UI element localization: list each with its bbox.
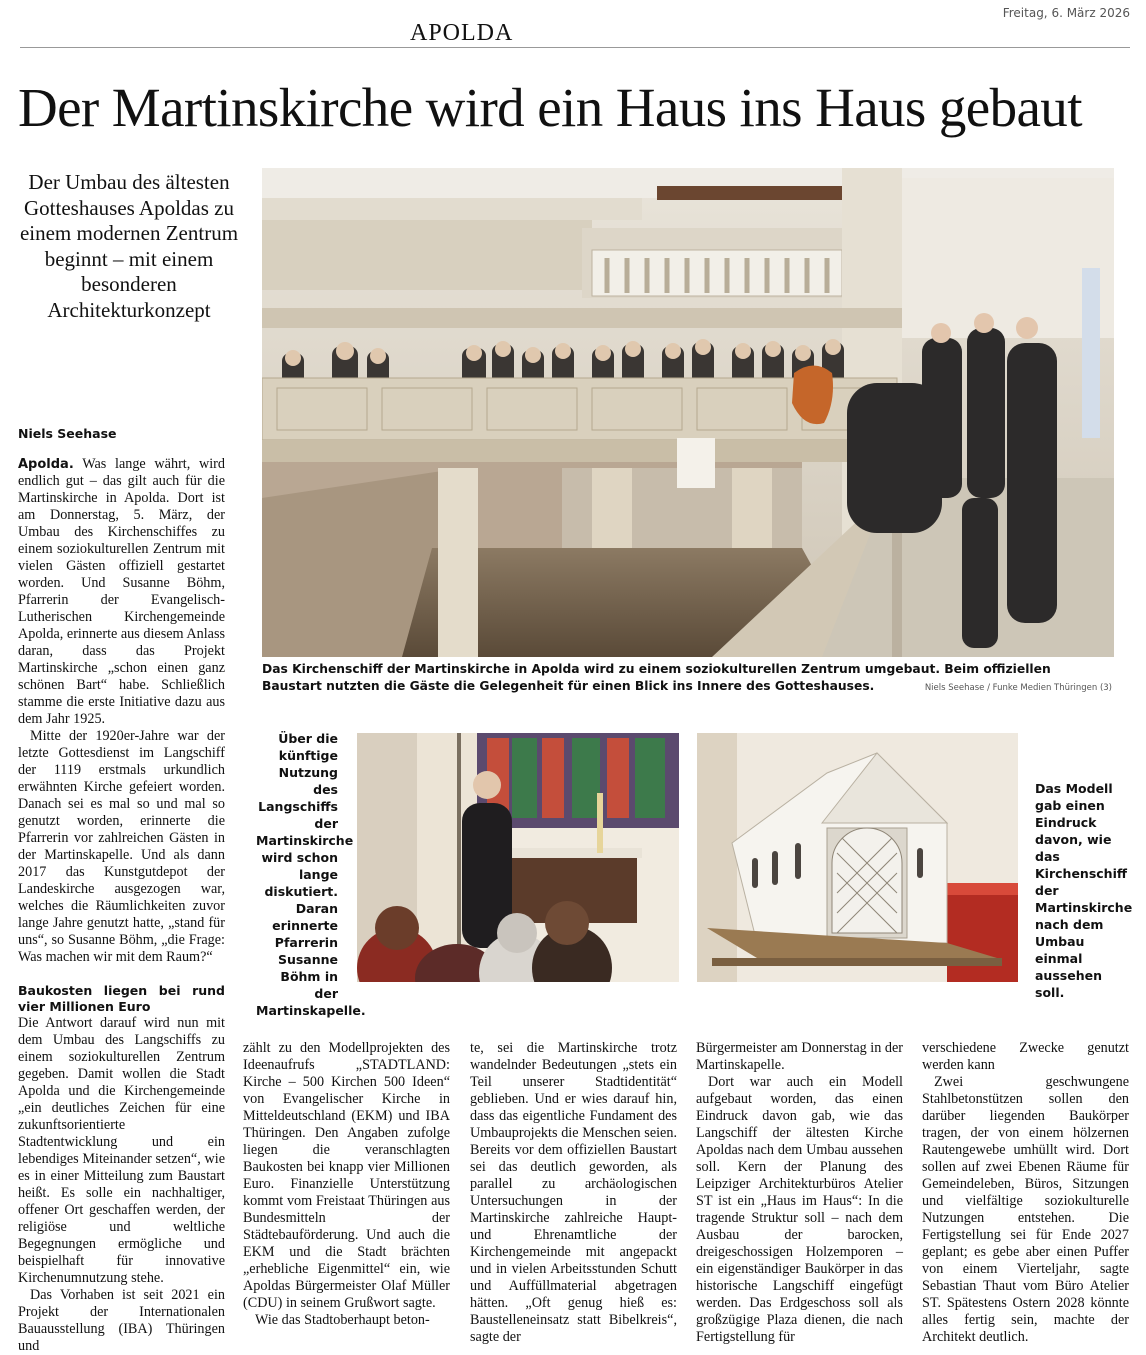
body-column-1 (18, 456, 225, 1355)
body-paragraph: Bürgermeister am Donnerstag in der Martinskapelle. (696, 1040, 903, 1073)
body-paragraph: Die Antwort darauf wird nun mit dem Umbau des Langschiffs zu einem soziokulturellen Zentrum gegeben. Damit wollen die Stadt Apolda und die Kirchengemeinde „ein deutliches Zeichen für eine zukunftsorientierte Stadtentwicklung und ein lebendiges Miteinander setzen“, wie es in einer Mitteilung zum Baustart heißt. Es solle ein nachhaltiger, offener Ort geschaffen werden, der religiöse und weltliche Begegnungen ermögliche und beispielhaft für innovative Kirchenumnutzung stehe. (18, 1015, 225, 1286)
church-interior-illustration (262, 168, 1114, 657)
pastor-speaking-illustration (357, 733, 679, 982)
teaser: Der Umbau des ältesten Gotteshauses Apoldas zu einem modernen Zentrum beginnt – mit einem besonderen Architekturkonzept (19, 170, 239, 322)
body-paragraph: Das Vorhaben ist seit 2021 ein Projekt der Internationalen Bauausstellung (IBA) Thüringen und (18, 1287, 225, 1354)
photo-credit: Niels Seehase / Funke Medien Thüringen (3) (924, 683, 1112, 693)
issue-date: Freitag, 6. März 2026 (1002, 6, 1130, 20)
body-paragraph: zählt zu den Modellprojekten des Ideenaufrufs „STADTLAND: Kirche – 500 Kirchen 500 Ideen“ von Evangelischer Kirche in Mitteldeutschland (EKM) und IBA Thüringen. Den Angaben zufolge liegen die veranschlagten Baukosten bei knapp vier Millionen Euro. Finanzielle Unterstützung kommt vom Freistaat Thüringen aus Bundesmitteln der Städtebauförderung. Und auch die EKM und die Stadt brächten „erhebliche Eigenmittel“ ein, wie Apoldas Bürgermeister Olaf Müller (CDU) in seinem Grußwort sagte. (243, 1040, 450, 1311)
section-label: APOLDA (410, 20, 514, 46)
pastor-photo (357, 733, 679, 982)
main-photo-caption: Das Kirchenschiff der Martinskirche in Apolda wird zu einem soziokulturellen Zentrum umgebaut. Beim offiziellen Baustart nutzten die Gäste die Gelegenheit für einen Blick ins Innere des Gotteshauses. (262, 662, 1051, 693)
headline: Der Martinskirche wird ein Haus ins Haus gebaut (18, 77, 1082, 138)
church-model-illustration (697, 733, 1018, 982)
author-byline: Niels Seehase (18, 426, 117, 441)
left-photo-caption: Über die künftige Nutzung des Langschiffs der Martinskirche wird schon lange diskutiert. Daran erinnerte Pfarrerin Susanne Böhm in der Martinskapelle. (256, 731, 366, 1018)
main-photo (262, 168, 1114, 657)
body-paragraph (18, 456, 225, 728)
body-text: Was lange währt, wird endlich gut – das gilt auch für die Martinskirche in Apolda. Dort ist am Donnerstag, 5. März, der Umbau des Kirchenschiffes zu einem soziokulturellen Zentrum mit vielen Gästen offiziell gestartet worden. Und Susanne Böhm, Pfarrerin der Evangelisch-Lutherischen Kirchengemeinde Apolda, erinnerte aus diesem Anlass daran, dass das Projekt Martinskirche „schon einen ganz schönen Bart“ habe. Schließlich stamme die erste Initiative dazu aus dem Jahr 1925. (18, 456, 225, 727)
header-rule (20, 47, 1130, 48)
body-paragraph: verschiedene Zwecke genutzt werden kann (922, 1040, 1129, 1073)
model-photo (697, 733, 1018, 982)
body-column-3 (470, 1040, 677, 1346)
subheading: Baukosten liegen bei rund vier Millionen Euro (18, 983, 225, 1014)
body-column-2 (243, 1040, 450, 1329)
body-column-5 (922, 1040, 1129, 1346)
right-photo-caption: Das Modell gab einen Eindruck davon, wie das Kirchenschiff der Martinskirche nach dem Umbau einmal aussehen soll. (1035, 781, 1133, 1000)
body-paragraph: Dort war auch ein Modell aufgebaut worden, das einen Eindruck davon gab, wie das Langschiff der ältesten Kirche Apoldas nach dem Umbau aussehen soll. Kern der Planung des Leipziger Architekturbüros Atelier ST ist ein „Haus im Haus“: In die tragende Struktur soll – nach dem Ausbau der barocken, dreigeschossigen Holzemporen – ein eigenständiger Baukörper in das historische Langschiff eingefügt werden. Das Erdgeschoss soll als großzügige Plaza dienen, die nach Fertigstellung für (696, 1074, 903, 1345)
body-paragraph: te, sei die Martinskirche trotz wandelnder Bedeutungen „stets ein Teil unserer Stadtidentität“ geblieben. Und er wies darauf hin, dass das eigentliche Fundament des Umbauprojekts die Menschen seien. Bereits vor dem offiziellen Baustart sei das deutlich geworden, als parallel zu archäologischen Untersuchungen in der Martinskirche zahlreiche Haupt- und Ehrenamtliche der Kirchengemeinde mit angepackt und in vielen Arbeitsstunden Schutt und Auffüllmaterial abgetragen hätten. „Oft genug hieß es: Baustelleneinsatz statt Bibelkreis“, sagte der (470, 1040, 677, 1345)
body-column-4 (696, 1040, 903, 1346)
body-paragraph: Wie das Stadtoberhaupt beton- (255, 1312, 430, 1328)
dateline: Apolda. (18, 457, 74, 472)
body-paragraph: Zwei geschwungene Stahlbetonstützen sollen den darüber liegenden Baukörper tragen, der von einem hölzernen Rautengewebe umhüllt wird. Dort sollen auf zwei Ebenen Räume für Gemeindeleben, Büros, Sitzungen und vielfältige soziokulturelle Nutzungen entstehen. Die Fertigstellung sei für Ende 2027 geplant; es gebe aber einen Puffer von einem Vierteljahr, sagte Sebastian Thaut vom Büro Atelier ST. Spätestens Ostern 2028 könnte alles fertig sein, machte der Architekt deutlich. (922, 1074, 1129, 1345)
body-paragraph: Mitte der 1920er-Jahre war der letzte Gottesdienst im Langschiff der 1119 erstmals urkundlich erwähnten Kirche gefeiert worden. Danach sei es mal so und mal so genutzt worden, erinnerte die Pfarrerin vor zahlreichen Gästen in der Martinskapelle. Und als dann 2017 das Kunstgutdepot der Landeskirche ausgezogen war, welches die Räumlichkeiten zuvor lange Jahre genutzt hatte, „stand für uns“, so Susanne Böhm, „die Frage: Was machen wir mit dem Raum?“ (18, 728, 225, 965)
